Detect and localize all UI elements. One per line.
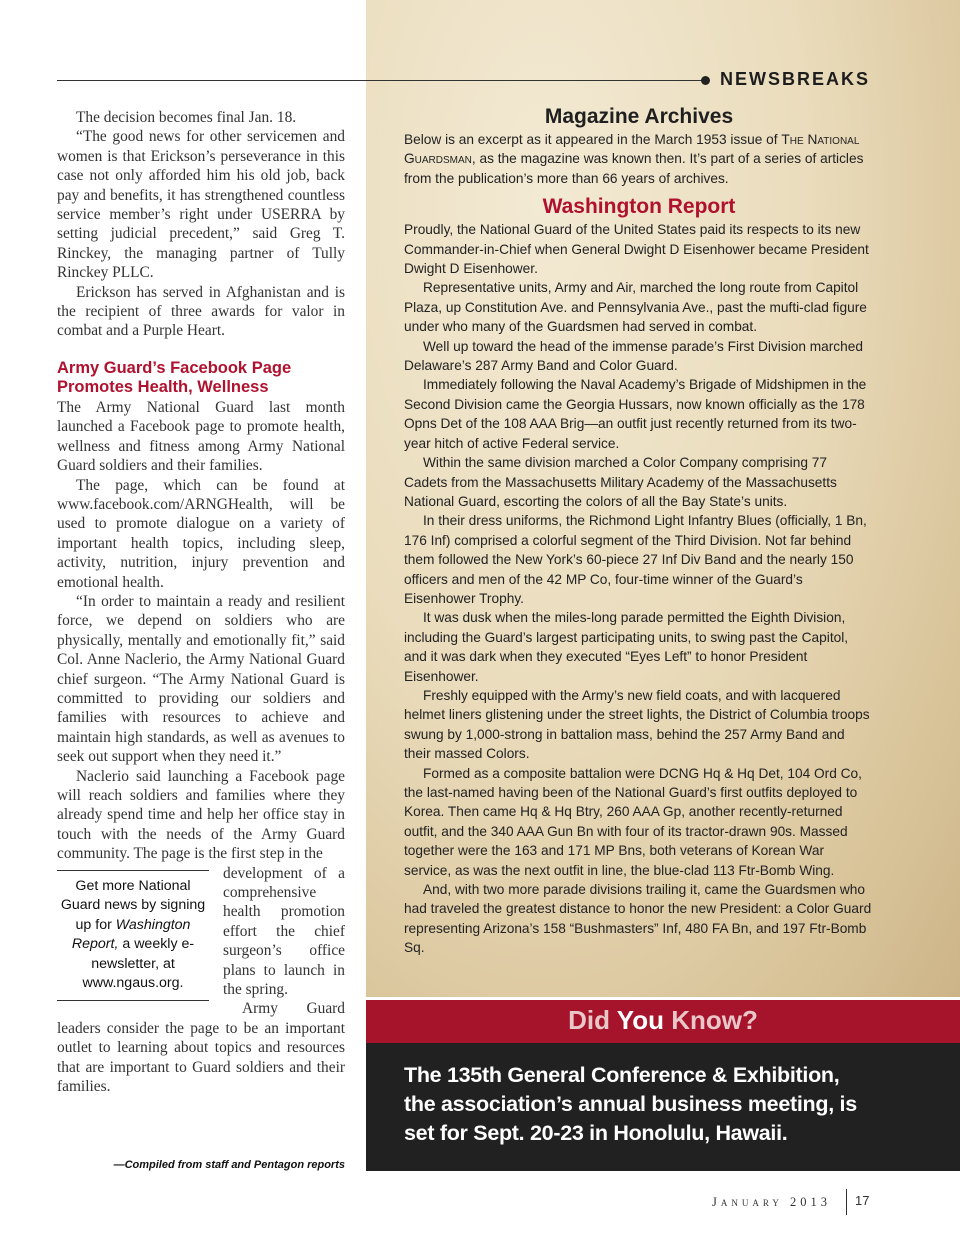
report-title: Washington Report: [542, 195, 736, 219]
callout-text: a weekly e-newsletter, at www.ngaus.org.: [82, 936, 195, 992]
did-you-know-panel: [366, 1043, 960, 1171]
page-number: 17: [855, 1193, 870, 1208]
report-paragraph: Representative units, Army and Air, marched the long route from Capitol Plaza, up Constitution Ave. and Pennsylvania Ave., past the mufti-clad figure under who many of the Guardsmen had served in combat.: [404, 280, 867, 335]
report-paragraph: Freshly equipped with the Army’s new field coats, and with lacquered helmet liners glistening under the street lights, the District of Columbia troops swung by 1,000-strong in battalion mass, behind the 257 Army Band and their massed Colors.: [404, 687, 870, 762]
footer-divider: [846, 1189, 847, 1215]
report-paragraph: Within the same division marched a Color Company comprising 77 Cadets from the Massachusetts Military Academy of the Massachusetts National Guard, escorting the colors of all the Bay State’s units.: [404, 455, 837, 509]
article-paragraph: The page, which can be found at www.facebook.com/ARNGHealth, will be used to promote dialogue on a variety of important health topics, including sleep, activity, nutrition, injury prevention and emotional health.: [57, 476, 345, 591]
article-paragraph: “In order to maintain a ready and resilient force, we depend on soldiers who are physically, mentally and emotionally fit,” said Col. Anne Naclerio, the Army National Guard chief surgeon. “The Army National Guard is committed to providing our soldiers and families with resources to achieve and maintain high standards, as well as avenues to seek out support when they need it.”: [57, 592, 345, 766]
report-paragraph: Proudly, the National Guard of the United States paid its respects to its new Commander-in-Chief when General Dwight D Eisenhower became President Dwight D Eisenhower.: [404, 222, 869, 277]
article-paragraph: development of a comprehensive health promotion effort the chief surgeon’s office plans to launch in the spring.: [223, 864, 345, 999]
article-paragraph: Army Guard leaders consider the page to be an important outlet to learning about topics and resources that are important to Guard soldiers and their families.: [57, 1000, 345, 1096]
magazine-name: The National Guardsman: [404, 132, 860, 167]
article-paragraph: Erickson has served in Afghanistan and is the recipient of three awards for valor in combat and a Purple Heart.: [57, 283, 345, 340]
report-paragraph: It was dusk when the miles-long parade permitted the Eighth Division, including the Guard’s largest participating units, to swing past the Capitol, and it was dark when they executed “Eyes Left” to honor President Eisenhower.: [404, 610, 849, 684]
header-rule: [57, 80, 702, 81]
archives-intro: Below is an excerpt as it appeared in the March 1953 issue of The National Guardsman, as the magazine was known then. It’s part of a series of articles from the publication’s more than 66 years of archives.: [404, 132, 864, 186]
report-paragraph: And, with two more parade divisions trailing it, came the Guardsmen who had traveled the greatest distance to honor the new President: a Color Guard representing Arizona’s 158 “Bushmasters” Inf, 480 FA Bn, and 197 Ftr-Bomb Sq.: [404, 882, 872, 956]
archives-column: [404, 104, 874, 958]
article-paragraph: “The good news for other servicemen and women is that Erickson’s perseverance in this case not only afforded him his old job, back pay and benefits, it has strengthened countless service member’s right under USERRA by setting judicial precedent,” said Greg T. Rinckey, the managing partner of Tully Rinckey PLLC.: [57, 128, 345, 282]
article-paragraph: The Army National Guard last month launched a Facebook page to promote health, wellness and fitness among Army National Guard soldiers and their families.: [57, 398, 345, 475]
newsletter-callout: [57, 870, 209, 1001]
archives-title: Magazine Archives: [544, 105, 734, 128]
report-paragraph: Immediately following the Naval Academy’s Brigade of Midshipmen in the Second Division came the Georgia Hussars, now known officially as the 178 Opns Det of the 108 AAA Brig—an outfit just recently returned from its two-year hitch of active Federal service.: [404, 377, 867, 451]
section-label: NEWSBREAKS: [720, 69, 871, 89]
did-you-know-title: Did You Know?: [568, 1005, 758, 1035]
callout-text: Get more National Guard news by signing up for: [60, 877, 206, 933]
report-paragraph: In their dress uniforms, the Richmond Light Infantry Blues (officially, 1 Bn, 176 Inf) comprised a colorful segment of the Third Division. Not far behind them followed the New York’s 60-piece 27 Inf Div Band and the nearly 150 officers and men of the 42 MP Co, four-time winner of the Guard’s Eisenhower Trophy.: [404, 513, 867, 606]
callout-publication: Washington Report,: [71, 916, 191, 953]
credit-line: —Compiled from staff and Pentagon reports: [113, 1159, 345, 1171]
bullet-icon: [701, 76, 710, 85]
did-you-know-band: [366, 997, 960, 1043]
report-paragraph: Formed as a composite battalion were DCNG Hq & Hq Det, 104 Ord Co, the last-named having been of the National Guard’s first outfits deployed to Korea. Then came Hq & Hq Btry, 260 AAA Gp, another recently-returned outfit, and the 340 AAA Gun Bn with four of its tractor-drawn 90s. Massed together were the 163 and 171 MP Bns, both veterans of Korean War service, as was the next outfit in line, the blue-clad 113 Ftr-Bomb Wing.: [404, 765, 862, 878]
article-paragraph: Naclerio said launching a Facebook page will reach soldiers and families where they already spend time and help her office stay in touch with the needs of the Army Guard community. The page is the first step in the: [57, 767, 345, 863]
left-column: [57, 108, 345, 1097]
article-heading: Army Guard’s Facebook Page Promotes Health, Wellness: [57, 358, 292, 397]
footer-date: January 2013: [712, 1195, 831, 1209]
report-paragraph: Well up toward the head of the immense parade’s First Division marched Delaware’s 287 Army Band and Color Guard.: [404, 338, 863, 374]
did-you-know-text: The 135th General Conference & Exhibition, the association’s annual business meeting, is set for Sept. 20-23 in Honolulu, Hawaii.: [404, 1063, 857, 1145]
article-paragraph: The decision becomes final Jan. 18.: [76, 109, 297, 126]
